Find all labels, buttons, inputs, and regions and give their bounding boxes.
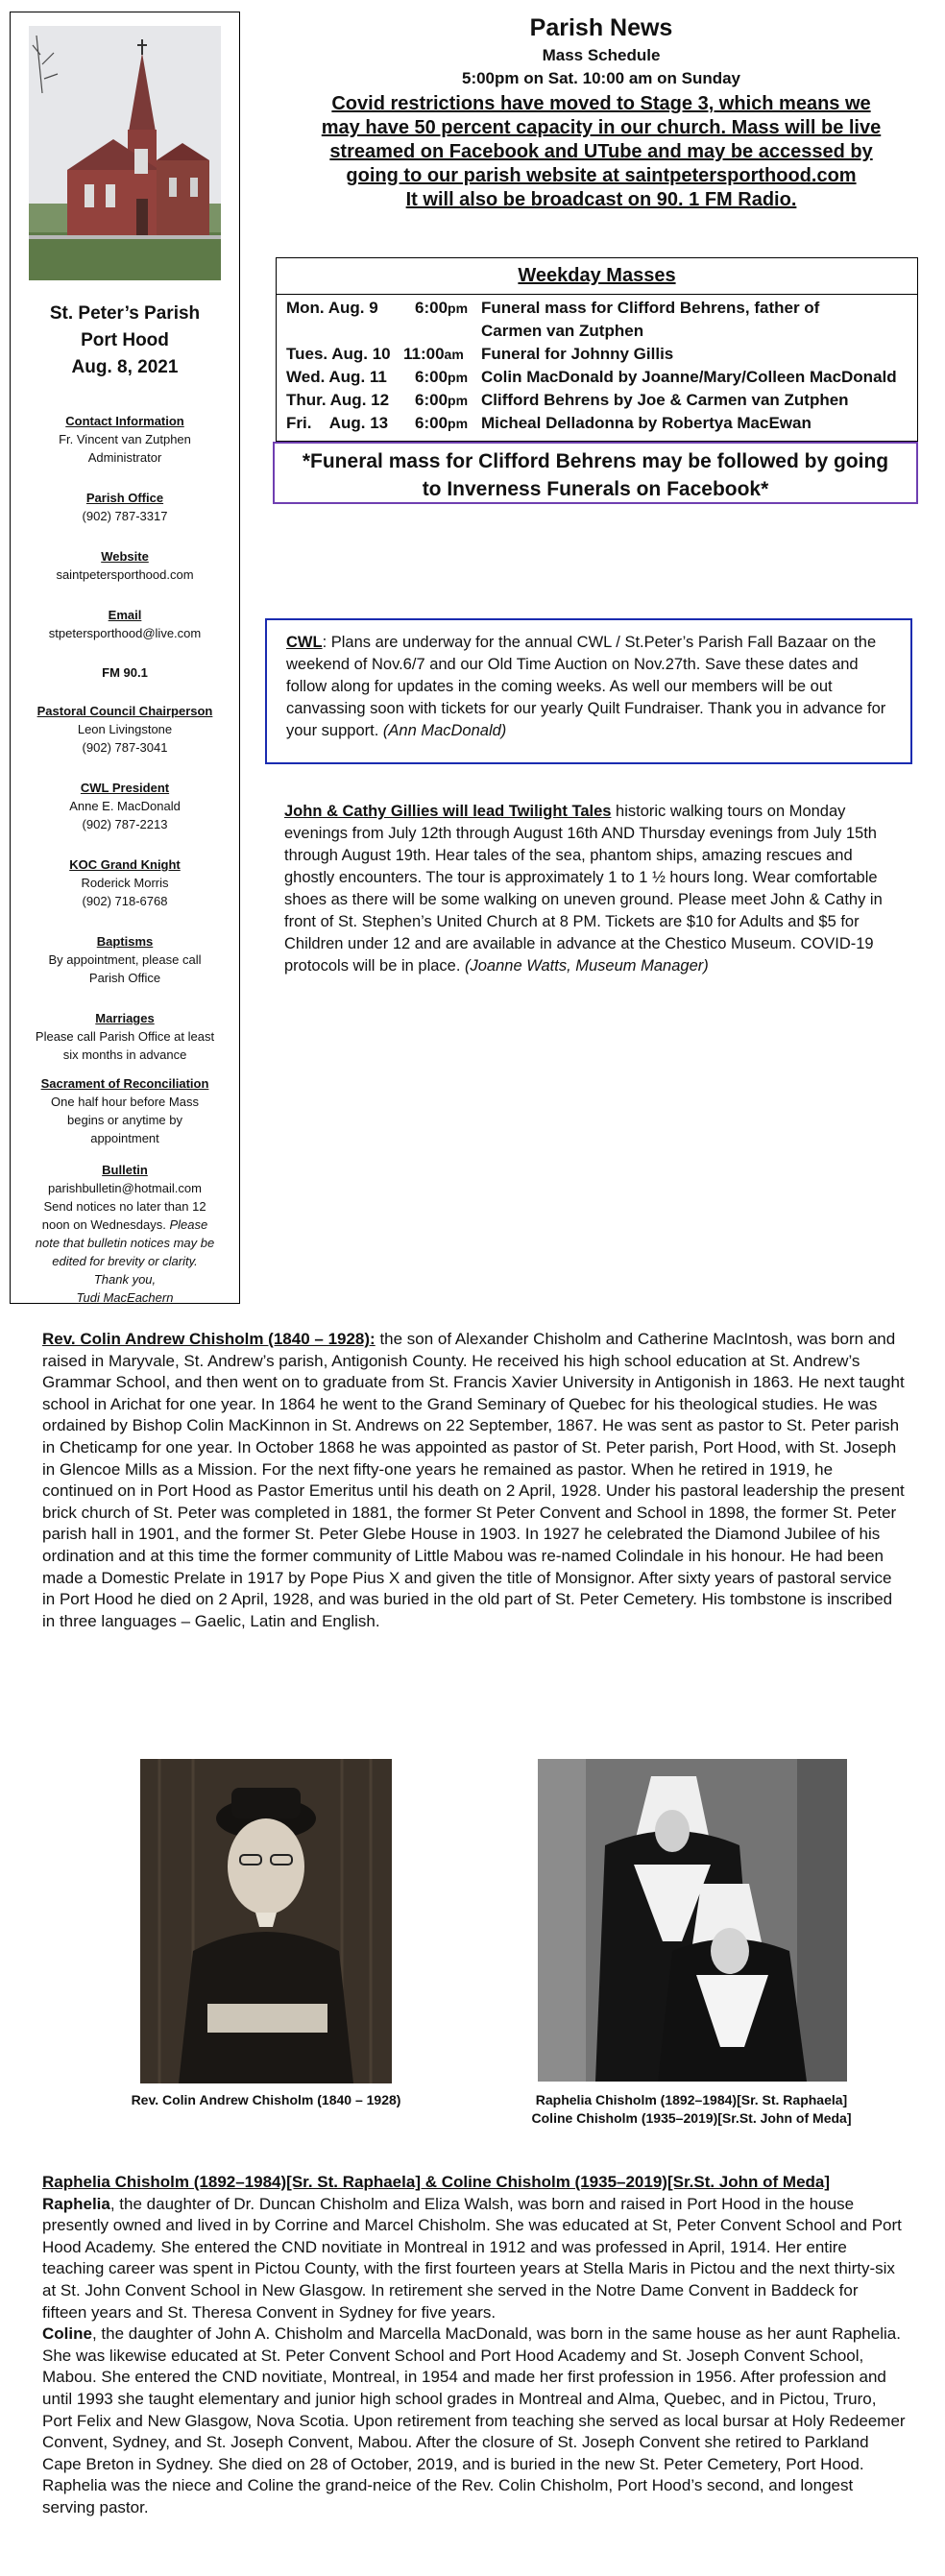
tales-lead: John & Cathy Gillies will lead Twilight Tales [284, 803, 612, 820]
marriages-text-2: six months in advance [62, 1047, 187, 1062]
cwl-notice-box [265, 618, 912, 764]
cwl-heading: CWL President [80, 781, 170, 795]
contact-role: Administrator [87, 450, 162, 465]
weekday-masses-box: Weekday Masses Mon. Aug. 9 6:00pm Funeral mass for Clifford Behrens, father of Carmen van Zutphen Tues. Aug. 10 11:00am Funeral for Johnny Gillis Wed. Aug. 11 6:00pm Colin MacDonald by Joanne/Mary/Colleen MacDonald Thur. Aug. 12 6:00pm Clifford Behrens by Joe & Carmen van Zutphen Fri. Aug. 13 6:00pm Micheal Delladonna by Robertya MacEwan [276, 257, 918, 442]
twilight-tales-notice [284, 801, 889, 977]
cwl-phone: (902) 787-2213 [82, 817, 168, 831]
office-phone: (902) 787-3317 [82, 509, 168, 523]
baptisms-heading: Baptisms [96, 934, 154, 949]
bio-colin-text: the son of Alexander Chisholm and Catherine MacIntosh, was born and raised in Maryvale, St. Andrew’s parish, Antigonish County. He received his high school education at St. Andrew’s Grammar School, and then went on to graduate from St. Francis Xavier University in Antigonish in 1863. He next taught school in Arichat for one year. In 1864 he went to the Grand Seminary of Quebec for his theological studies. He was ordained by Bishop Colin MacKinnon in St. Andrews on 22 September, 1867. He was sent as pastor to St. Peter parish in Cheticamp for one year. In October 1868 he was appointed as pastor of St. Peter parish, Port Hood, with St. Joseph in Glencoe Mills as a Mission. For the next fifty-one years he remained as pastor. When he retired in 1919, he continued on in Port Hood as Pastor Emeritus until his death on 2 April, 1928. Under his pastoral leadership the present brick church of St. Peter was completed in 1881, the former St Peter Convent and School in 1898, the former St. Peter parish hall in 1901, and the former St. Peter Glebe House in 1903. In 1927 he celebrated the Diamond Jubilee of his ordination and at this time the former community of Little Mabou was re-named Colindale in his honour. He had been made a Domestic Prelate in 1917 by Pope Pius X and given the title of Monsignor. After sixty years of pastoral service in Port Hood he died on 2 April, 1928, and was buried in the old part of St. Peter Cemetery. His tombstone is inscribed in three languages – Gaelic, Latin and English. [42, 1330, 905, 1630]
mass-schedule-heading: Mass Schedule [542, 46, 661, 64]
office-heading: Parish Office [85, 491, 164, 505]
tales-credit: (Joanne Watts, Museum Manager) [465, 957, 709, 975]
portrait-rev-colin-photo [140, 1759, 392, 2083]
cwl-name: Anne E. MacDonald [69, 799, 181, 813]
reconciliation-heading: Sacrament of Reconciliation [40, 1076, 209, 1091]
bio-raphelia: Raphelia, the daughter of Dr. Duncan Chisholm and Eliza Walsh, was born and raised in Port Hood in the house presently owned and lived in by Corrine and Marcel Chisholm. She was educated at St, Peter Convent School and Port Hood Academy. She entered the CND novitiate in Montreal in 1912 and was professed in April, 1914. Her entire teaching career was spent in Pictou County, with the first fourteen years at Stella Maris in Pictou and the next thirty-six at St. John Convent School in New Glasgow. In retirement she served in the Notre Dame Convent in Baddeck for fifteen years and St. Theresa Convent in Sydney for five years. [42, 2194, 902, 2322]
pastoral-heading: Pastoral Council Chairperson [36, 704, 213, 718]
cwl-text: : Plans are underway for the annual CWL / St.Peter’s Parish Fall Bazaar on the weekend of Nov.6/7 and our Old Time Auction on Nov.27th. Save these dates and follow along for updates in the coming weeks. As well our members will be out canvassing soon with tickets for our yearly Quilt Fundraiser. Thank you in advance for your support. [286, 634, 886, 739]
baptisms-text-1: By appointment, please call [48, 952, 202, 967]
church-photo [29, 26, 221, 280]
parish-place: Port Hood [81, 330, 169, 350]
fm-station: FM 90.1 [102, 665, 148, 680]
bulletin-text-4: edited for brevity or clarity. [52, 1254, 198, 1268]
funeral-note-line-1: *Funeral mass for Clifford Behrens may be followed by going [302, 450, 889, 472]
funeral-note-box [273, 442, 918, 504]
reconciliation-text-3: appointment [90, 1131, 159, 1145]
page-title: Parish News [529, 14, 673, 41]
weekday-divider [277, 294, 917, 295]
baptisms-text-2: Parish Office [88, 971, 161, 985]
tales-text: historic walking tours on Monday evenings from July 12th through August 16th AND Thursday evenings from July 15th through August 19th. Hear tales of the sea, phantom ships, amazing rescues and ghostly encounters. The tour is approximately 1 to 1 ½ hours long. Wear comfortable shoes as there will be some walking on uneven ground. Please meet John & Cathy in front of St. Stephen’s United Church at 8 PM. Tickets are $10 for Adults and $5 for Children under 12 and are available in advance at the Chestico Museum. COVID-19 protocols will be in place. [284, 803, 883, 975]
cwl-credit: (Ann MacDonald) [382, 722, 507, 739]
website-link[interactable]: saintpetersporthood.com [56, 567, 194, 582]
website-heading: Website [101, 549, 149, 564]
bulletin-date: Aug. 8, 2021 [71, 357, 179, 377]
email-link[interactable]: stpetersporthood@live.com [48, 626, 202, 640]
weekday-masses-title: Weekday Masses [518, 265, 676, 286]
reconciliation-text-1: One half hour before Mass [51, 1095, 199, 1109]
bio-chisholm-sisters [42, 2172, 907, 2519]
contact-name: Fr. Vincent van Zutphen [59, 432, 191, 446]
email-heading: Email [108, 608, 142, 622]
pastoral-phone: (902) 787-3041 [82, 740, 168, 755]
photo2-caption: Raphelia Chisholm (1892–1984)[Sr. St. Raphaela] Coline Chisholm (1935–2019)[Sr.St. John of Meda] [531, 2092, 852, 2126]
funeral-note-line-2: to Inverness Funerals on Facebook* [422, 478, 769, 500]
bulletin-text-2: noon on Wednesdays. Please [41, 1217, 208, 1232]
pastoral-name: Leon Livingstone [77, 722, 173, 736]
mass-times: 5:00pm on Sat. 10:00 am on Sunday [461, 69, 741, 87]
bulletin-text-1: Send notices no later than 12 [43, 1199, 206, 1214]
bio-colin-heading: Rev. Colin Andrew Chisholm (1840 – 1928): [42, 1330, 376, 1348]
marriages-heading: Marriages [95, 1011, 155, 1025]
bulletin-heading: Bulletin [102, 1163, 148, 1177]
bulletin-text-3: note that bulletin notices may be [35, 1236, 215, 1250]
bio-sisters-heading: Raphelia Chisholm (1892–1984)[Sr. St. Raphaela] & Coline Chisholm (1935–2019)[Sr.St. John of Meda] [42, 2173, 831, 2191]
marriages-text-1: Please call Parish Office at least [35, 1029, 215, 1044]
cwl-label: CWL [286, 634, 323, 651]
bulletin-email[interactable]: parishbulletin@hotmail.com [48, 1181, 202, 1195]
koc-name: Roderick Morris [81, 876, 169, 890]
bulletin-text-6: Tudi MacEachern [76, 1290, 174, 1305]
bulletin-text-5: Thank you, [93, 1272, 157, 1287]
sidebar [10, 12, 240, 1304]
koc-phone: (902) 718-6768 [82, 894, 168, 908]
photo1-caption: Rev. Colin Andrew Chisholm (1840 – 1928) [131, 2092, 401, 2107]
contact-heading: Contact Information [65, 414, 184, 428]
parish-name: St. Peter’s Parish [49, 303, 201, 324]
portrait-sisters-photo [538, 1759, 847, 2082]
reconciliation-text-2: begins or anytime by [67, 1113, 182, 1127]
bio-rev-colin [42, 1329, 907, 1632]
bio-coline: Coline, the daughter of John A. Chisholm and Marcella MacDonald, was born in the same house as her aunt Raphelia. She was likewise educated at St. Peter Convent School and Port Hood Academy and St. Joseph Convent School, Mabou. She entered the CND novitiate, Montreal, in 1954 and made her first profession in 1956. After profession and until 1993 she taught elementary and junior high school grades in Montreal and Alma, Quebec, and in Pictou, Truro, Port Felix and New Glasgow, Nova Scotia. Upon retirement from teaching she served as local bursar at Holy Redeemer Convent, Sydney, and St. Joseph Convent, Mabou. After the closure of St. Joseph Convent she retired to Parkland Cape Breton in Sydney. She died on 28 of October, 2019, and is buried in the new St. Peter Cemetery, Port Hood. Raphelia was the niece and Coline the grand-neice of the Rev. Colin Chisholm, Port Hood’s second, and longest serving pastor. [42, 2324, 906, 2516]
koc-heading: KOC Grand Knight [69, 857, 181, 872]
covid-notice: Covid restrictions have moved to Stage 3, which means we may have 50 percent capacity in our church. Mass will be live streamed on Facebook and UTube and may be accessed by going to our parish website at saintpetersporthood.com It will also be broadcast on 90. 1 FM Radio. [321, 93, 882, 210]
